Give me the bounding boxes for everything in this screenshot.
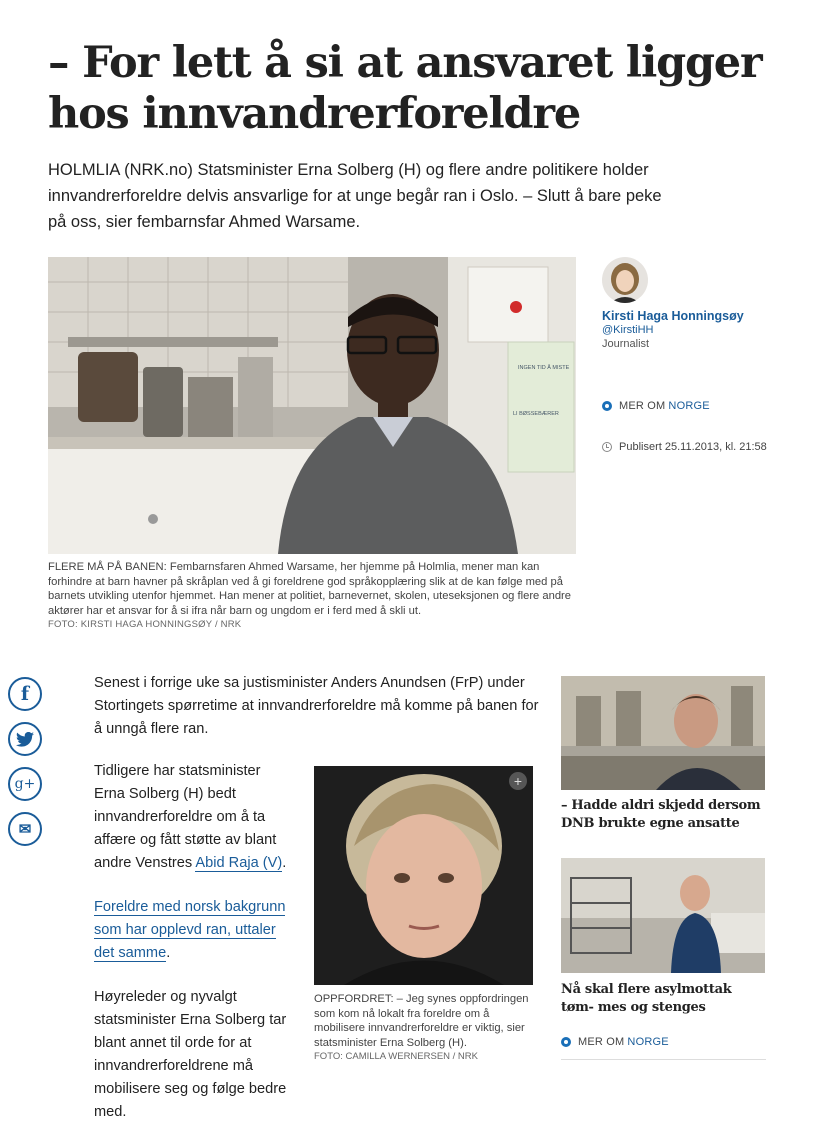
body-paragraph-3-end: .: [166, 945, 171, 961]
body-paragraph-2: [94, 760, 294, 875]
abid-raja-link[interactable]: Abid Raja (V): [195, 855, 283, 871]
related-article-title-1[interactable]: – Hadde aldri skjedd dersom DNB brukte egne ansatte: [561, 798, 761, 831]
facebook-icon: f: [20, 683, 30, 705]
location-icon: [561, 1037, 571, 1047]
inline-caption: [314, 992, 534, 1065]
email-share-button[interactable]: [8, 812, 42, 846]
email-icon: ✉: [18, 821, 32, 838]
sidebar-more-about-norway[interactable]: [561, 1036, 669, 1048]
body-paragraph-3: [94, 896, 294, 965]
author-role: Journalist: [602, 338, 650, 350]
hero-notice-sub: LI BØSSEBÆRER: [513, 411, 559, 417]
twitter-icon: [16, 732, 34, 747]
author-name[interactable]: Kirsti Haga Honningsøy: [602, 309, 744, 323]
expand-icon[interactable]: +: [509, 772, 527, 790]
author-avatar[interactable]: [602, 257, 648, 303]
body-paragraph-2-text: Tidligere har statsminister Erna Solberg (H) bedt innvandrerforeldre om å ta affære og fått støtte av blant andre Venstres: [94, 763, 277, 871]
inline-caption-label: OPPFORDRET:: [314, 993, 394, 1005]
clock-icon: [602, 442, 612, 452]
article-headline: – For lett å si at ansvaret ligger hos innvandrerforeldre: [48, 38, 762, 139]
more-prefix: MER OM: [619, 400, 666, 412]
googleplus-icon: g+: [14, 776, 36, 792]
sidebar-divider: [561, 1059, 766, 1060]
googleplus-share-button[interactable]: [8, 767, 42, 801]
body-paragraph-1: Senest i forrige uke sa justisminister Anders Anundsen (FrP) under Stortingets spørretime at innvandrerforeldre må komme på banen for å unngå flere ran.: [94, 675, 539, 737]
twitter-share-button[interactable]: [8, 722, 42, 756]
hero-notice-text: INGEN TID Å MISTE: [518, 365, 570, 371]
hero-credit: FOTO: KIRSTI HAGA HONNINGSØY / NRK: [48, 619, 242, 631]
sidebar-more-link[interactable]: NORGE: [627, 1036, 669, 1048]
norwegian-parents-link[interactable]: Foreldre med norsk bakgrunn som har opplevd ran, uttaler det samme: [94, 899, 286, 961]
published-info: [602, 438, 782, 457]
author-handle[interactable]: @KirstiHH: [602, 324, 654, 336]
author-box: [602, 257, 782, 350]
related-article-image-1[interactable]: [561, 676, 765, 790]
hero-caption-text: Fembarnsfaren Ahmed Warsame, her hjemme på Holmlia, mener man kan forhindre at barn havner på skråplan ved å gi foreldrene god språkopplæring slik at de kan følge med på barnets utvikling utenfor hjemmet. Han mener at politiet, barnevernet, skolen, uteseksjonen og flere andre aktører har et ansvar for å si ifra når barn og ungdom er i ferd med å skli ut.: [48, 561, 571, 617]
more-link[interactable]: NORGE: [668, 400, 710, 412]
location-icon: [602, 401, 612, 411]
related-article-image-2[interactable]: [561, 858, 765, 973]
published-label: Publisert 25.11.2013, kl. 21:58: [619, 441, 767, 453]
inline-credit: FOTO: CAMILLA WERNERSEN / NRK: [314, 1051, 478, 1063]
body-paragraph-2-end: .: [282, 855, 287, 871]
more-about-norway[interactable]: [602, 400, 710, 412]
hero-caption: [48, 560, 578, 633]
related-article-title-2[interactable]: Nå skal flere asylmottak tøm- mes og stenges: [561, 982, 732, 1015]
facebook-share-button[interactable]: [8, 677, 42, 711]
hero-caption-label: FLERE MÅ PÅ BANEN:: [48, 561, 167, 573]
article-lead: HOLMLIA (NRK.no) Statsminister Erna Solberg (H) og flere andre politikere holder innvandrerforeldre delvis ansvarlige for at unge begår ran i Oslo. – Slutt å bare peke på oss, sier fembarnsfar Ahmed Warsame.: [48, 161, 662, 231]
inline-image[interactable]: [314, 766, 533, 985]
sidebar-more-prefix: MER OM: [578, 1036, 625, 1048]
inline-caption-text: – Jeg synes oppfordringen som kom nå lokalt fra foreldre om å mobilisere innvandrerforeldre er viktig, sier statsminister Erna Solberg (H).: [314, 993, 529, 1049]
body-paragraph-4: Høyreleder og nyvalgt statsminister Erna Solberg tar blant annet til orde for at innvandrerforeldrene må mobilisere seg og følge bedre med.: [94, 989, 287, 1120]
hero-image[interactable]: [48, 257, 576, 554]
